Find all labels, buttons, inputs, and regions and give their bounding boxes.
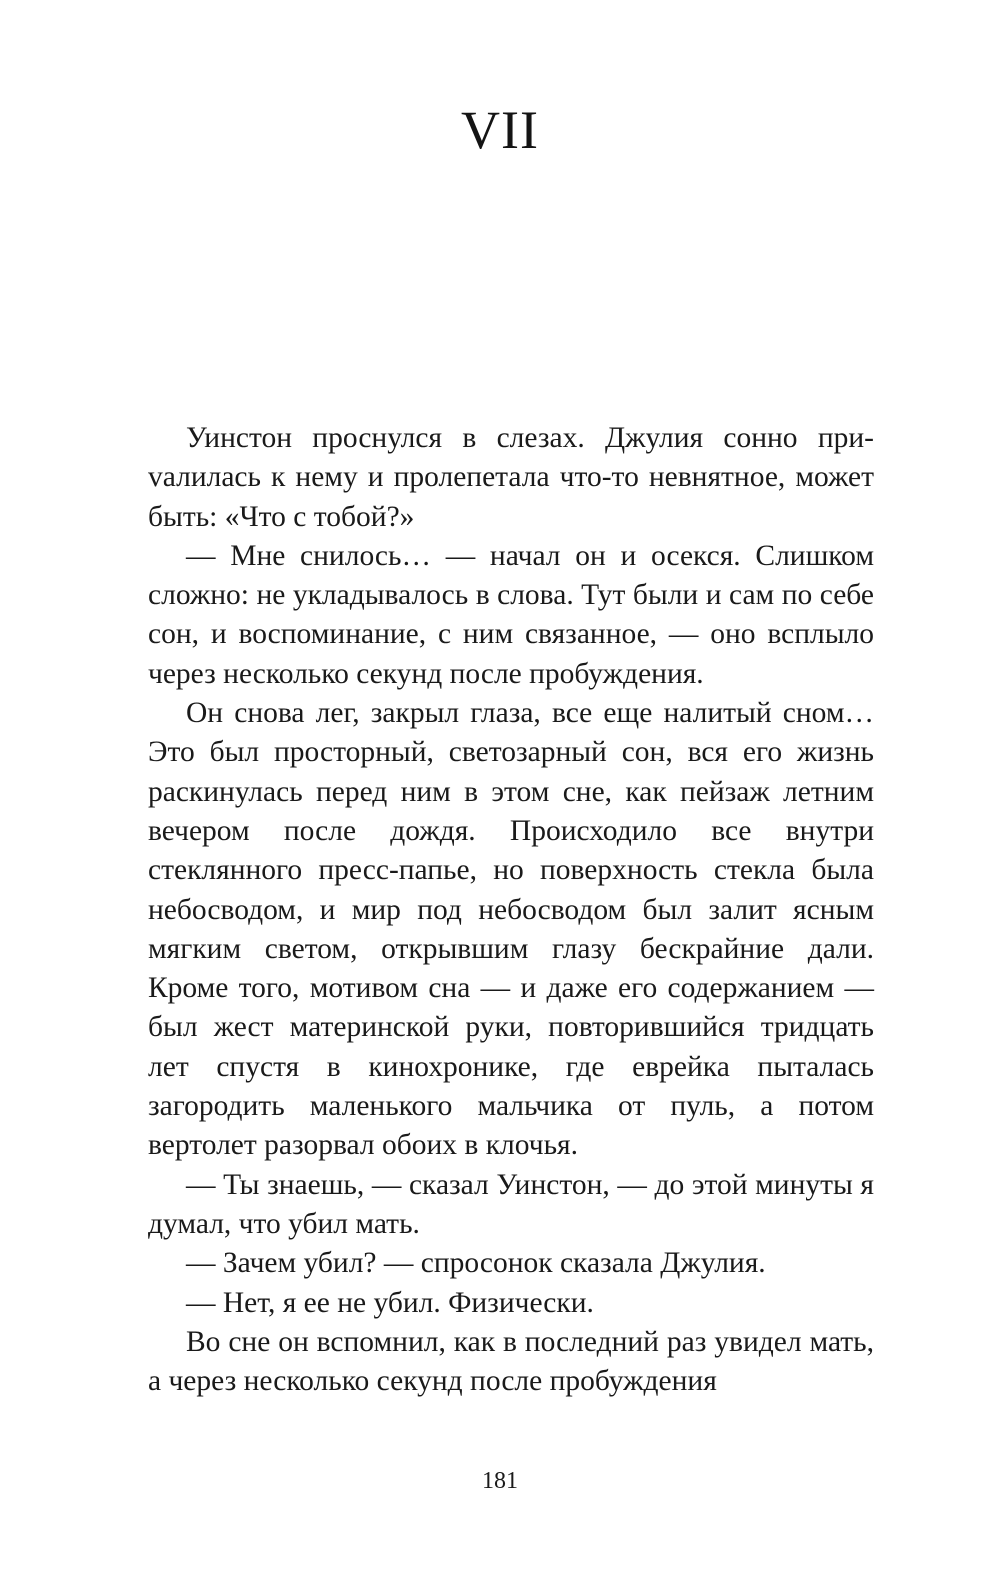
paragraph: Уинстон проснулся в слезах. Джулия сонно приvалилась к нему и пролепетала что-то невнятное, может быть: «Что с тобой?» — [148, 422, 874, 533]
paragraph: Во сне он вспомнил, как в последний раз увидел мать, а через несколько секунд после пробуждения — [148, 1325, 874, 1398]
paragraph: Он снова лег, закрыл глаза, все еще налитый сном… Это был просторный, светозарный сон, вся его жизнь раскинулась перед ним в этом сне, как пейзаж летним вечером после дождя. Происходило все внутри стеклянного пресс-папье, но поверхность стекла была небосводом, и мир под небосводом был залит ясным мягким светом, открывшим глазу бескрайние дали. Кроме того, мотивом сна — и даже его содержанием — был жест материнской руки, повторившийся тридцать лет спустя в кинохронике, где еврейка пыталась загородить маленького мальчика от пуль, а потом вертолет разорвал обоих в клочья. — [148, 697, 874, 1162]
chapter-title: VII — [461, 100, 539, 160]
paragraph: — Мне снилось… — начал он и осекся. Слишком сложно: не укладывалось в слова. Тут были и сам по себе сон, и воспоминание, с ним связанное, — оно всплыло через несколько секунд после пробуждения. — [148, 539, 874, 690]
paragraph: — Нет, я ее не убил. Физически. — [186, 1286, 594, 1319]
paragraph: — Ты знаешь, — сказал Уинстон, — до этой минуты я думал, что убил мать. — [148, 1168, 874, 1240]
page-number: 181 — [482, 1468, 518, 1494]
paragraph: — Зачем убил? — спросонок сказала Джулия. — [186, 1247, 766, 1280]
text-body — [148, 419, 874, 1401]
